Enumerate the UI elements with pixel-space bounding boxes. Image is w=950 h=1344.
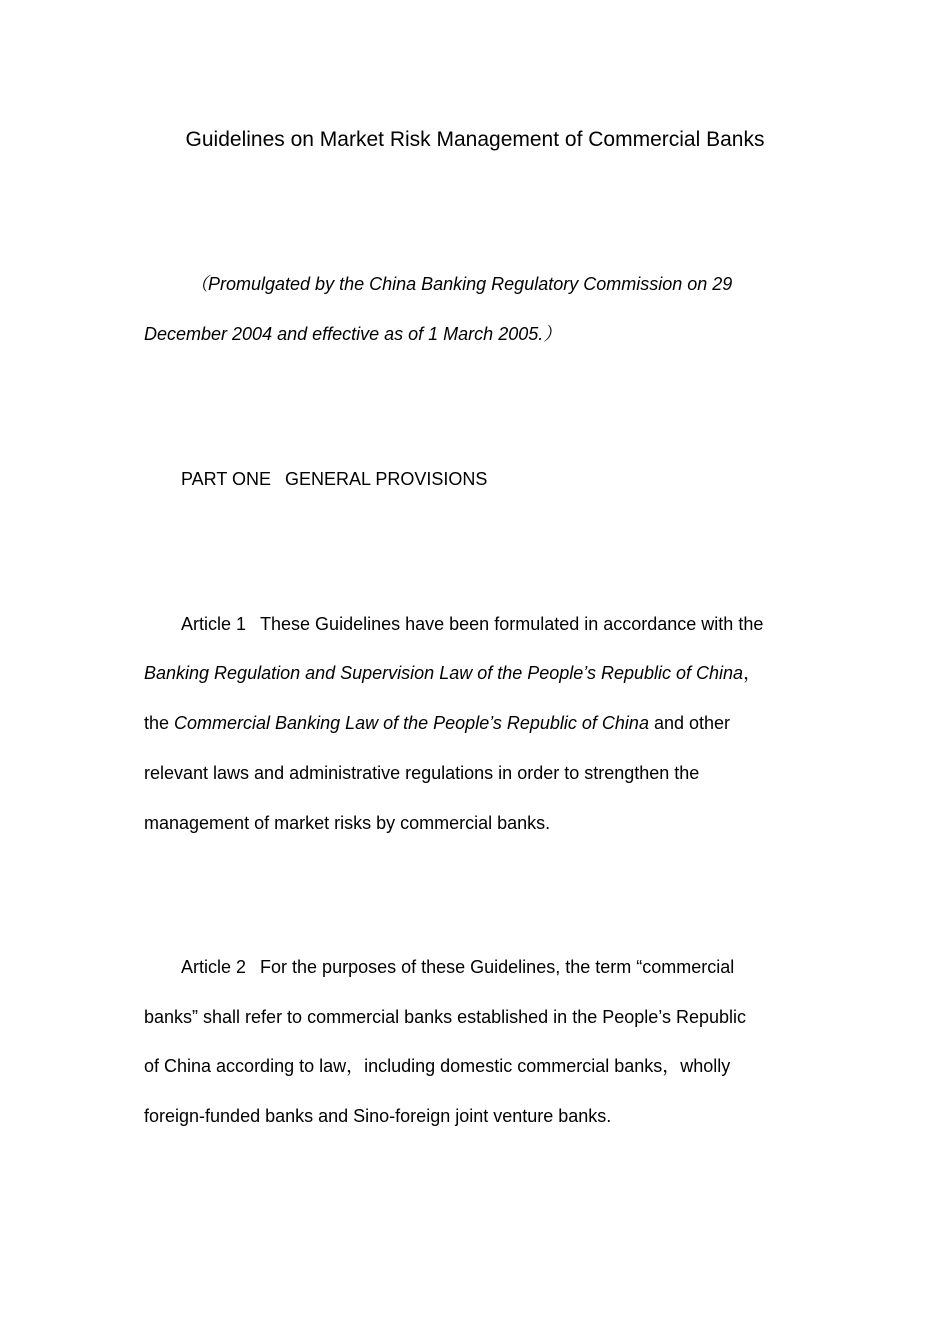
text-fragment: and other <box>648 713 731 733</box>
article-1-line-3 <box>144 712 730 734</box>
banking-regulation-law-title: Banking Regulation and Supervision Law of the People’s Republic of China <box>144 663 744 683</box>
article-1-line-1 <box>181 613 763 635</box>
part-name: GENERAL PROVISIONS <box>285 469 488 489</box>
article-1-line-4: relevant laws and administrative regulations in order to strengthen the <box>144 763 700 783</box>
document-title: Guidelines on Market Risk Management of Commercial Banks <box>185 128 765 151</box>
punctuation: ， <box>743 663 762 683</box>
article-1-label: Article 1 <box>181 614 247 634</box>
promulgation-note-line-1: （Promulgated by the China Banking Regulatory Commission on 29 <box>190 274 733 294</box>
part-number: PART ONE <box>181 469 272 489</box>
promulgation-note-line-2: December 2004 and effective as of 1 March 2005.） <box>144 324 562 344</box>
article-2-line-1 <box>181 956 734 978</box>
article-2-line-3: of China according to law，including domestic commercial banks，wholly <box>144 1056 731 1076</box>
article-1-line-2 <box>144 662 761 684</box>
text-fragment: the <box>144 713 175 733</box>
article-1-line-5: management of market risks by commercial banks. <box>144 813 551 833</box>
article-2-line-4: foreign-funded banks and Sino-foreign joint venture banks. <box>144 1106 612 1126</box>
article-2-text: For the purposes of these Guidelines, the term “commercial <box>260 957 735 977</box>
article-1-text: These Guidelines have been formulated in accordance with the <box>260 614 764 634</box>
article-2-label: Article 2 <box>181 957 247 977</box>
commercial-banking-law-title: Commercial Banking Law of the People’s Republic of China <box>174 713 649 733</box>
article-2-line-2: banks” shall refer to commercial banks established in the People’s Republic <box>144 1007 746 1027</box>
part-heading <box>181 468 487 490</box>
